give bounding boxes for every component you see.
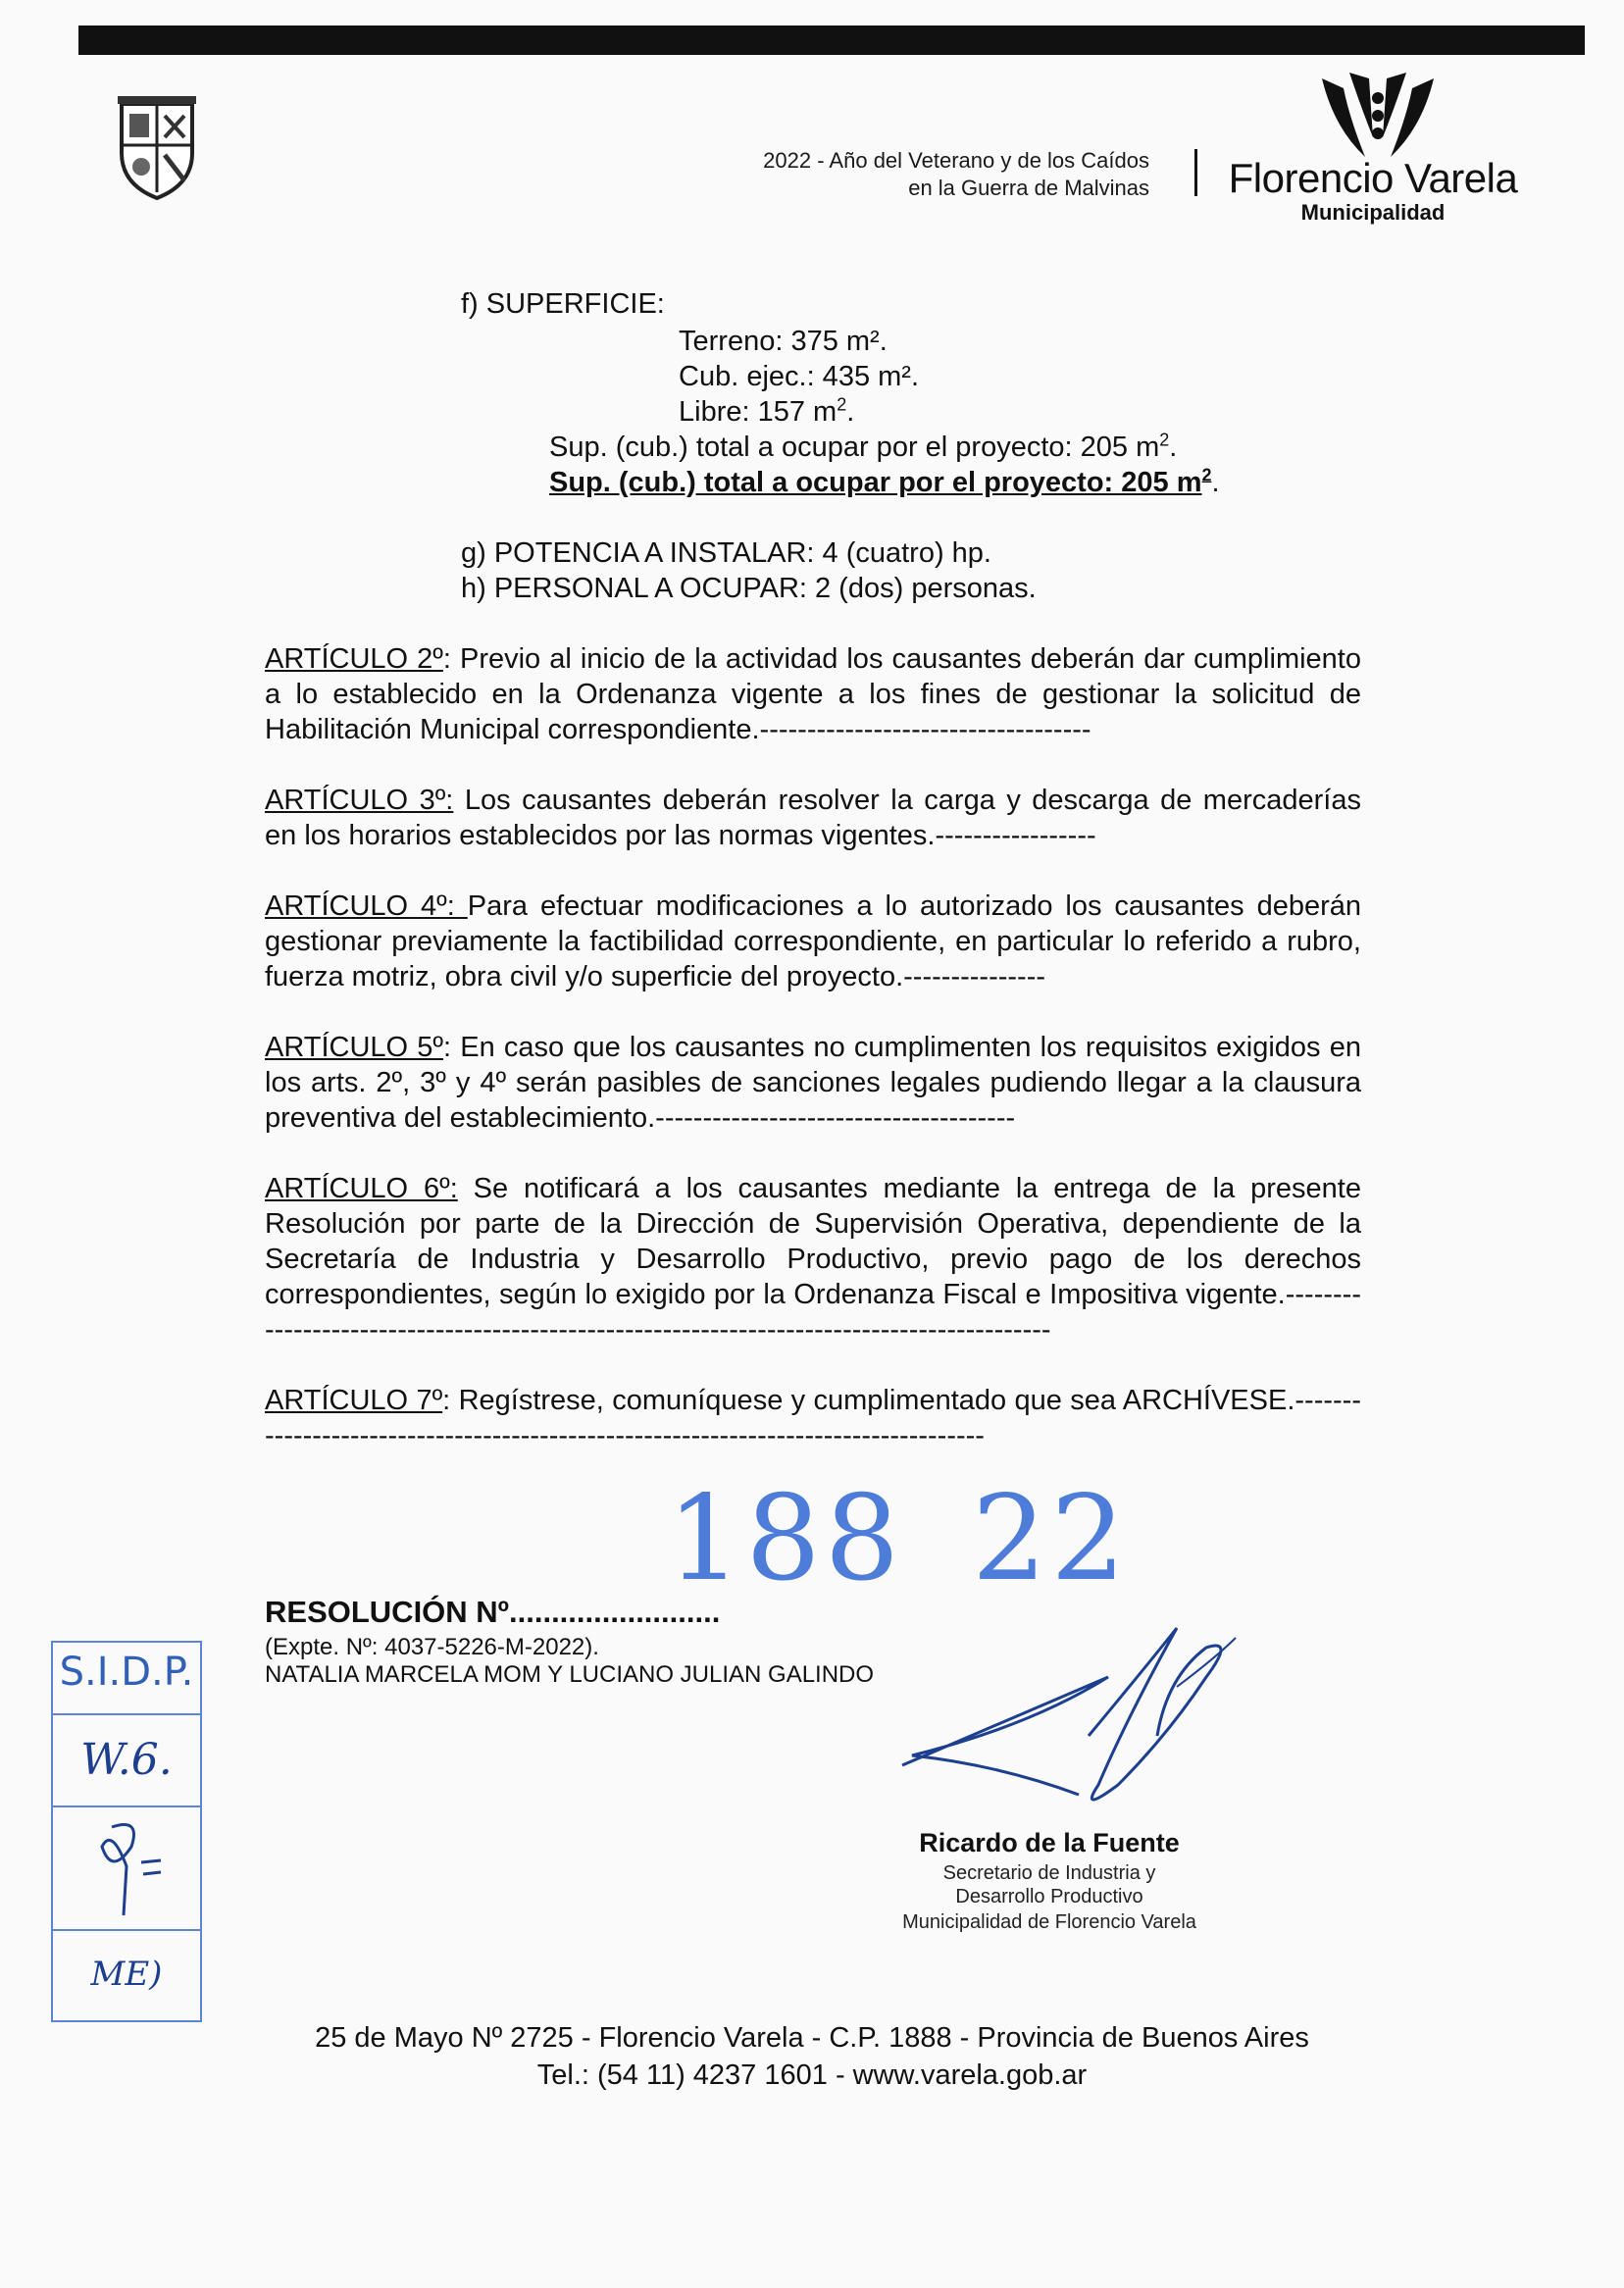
article-5-sep: : [443,1032,452,1063]
total-bold-sup: 2 [1201,465,1212,485]
personal-line: h) PERSONAL A OCUPAR: 2 (dos) personas. [461,573,1037,604]
article-7-sep: : [442,1385,451,1416]
signer-role-3: Municipalidad de Florencio Varela [902,1911,1196,1933]
article-7-title: ARTÍCULO 7º [265,1385,443,1416]
resolucion-label: RESOLUCIÓN Nº......................... [265,1595,721,1629]
stamp-number: 188 [667,1471,904,1607]
article-2 [265,641,1361,747]
superficie-cub-ejec: Cub. ejec.: 435 m². [679,361,919,392]
municipal-crest-icon [116,94,198,202]
superficie-libre [679,394,854,430]
handwritten-mark-icon [53,1807,200,1929]
signer-role-2: Desarrollo Productivo [955,1886,1143,1907]
total-end: . [1169,432,1178,463]
superficie-heading: f) SUPERFICIE: [461,288,665,320]
sidp-hand-initials: W.6. [53,1715,200,1807]
florencio-varela-logo-icon [1304,69,1451,167]
libre-text: Libre: 157 m [679,396,837,428]
total-sup: 2 [1159,430,1170,450]
resolution-number-stamp [667,1471,1198,1607]
superficie-terreno: Terreno: 375 m². [679,326,888,357]
superficie-total-bold [549,465,1220,500]
total-bold-end: . [1211,467,1220,498]
header-divider [1194,149,1197,196]
article-4-body: Para efectuar modificaciones a lo autorizado los causantes deberán gestionar previamente la factibilidad correspondiente, en particular lo referido a rubro, fuerza motriz, obra civil y/o superficie del proyecto.--------------- [265,890,1362,992]
article-7-body: Regístrese, comuníquese y cumplimentado que sea ARCHÍVESE.----------------------------------------------------------------------------------- [265,1385,1361,1451]
signer-role-1: Secretario de Industria y [942,1862,1156,1884]
scan-top-bar [78,25,1585,55]
article-2-title: ARTÍCULO 2º [265,643,443,675]
total-bold-text: Sup. (cub.) total a ocupar por el proyecto: 205 m [549,467,1202,498]
article-6-body: Se notificará a los causantes mediante la entrega de la presente Resolución por parte de la Dirección de Supervisión Operativa, dependiente de la Secretaría de Industria y Desarrollo Productivo, previo pago de los derechos correspondientes, según lo exigido por la Ordenanza Fiscal e Impositiva vigente.------------------------------------------------------------------------------------------- [265,1173,1361,1346]
expediente-line: (Expte. Nº: 4037-5226-M-2022). [265,1634,599,1660]
potencia-line: g) POTENCIA A INSTALAR: 4 (cuatro) hp. [461,537,991,569]
signer-name: Ricardo de la Fuente [919,1828,1180,1857]
causantes-names: NATALIA MARCELA MOM Y LUCIANO JULIAN GALINDO [265,1661,875,1688]
article-2-sep: : [442,643,451,675]
article-3-body: Los causantes deberán resolver la carga y descarga de mercaderías en los horarios establecidos por las normas vigentes.----------------- [265,785,1361,851]
footer-contact: Tel.: (54 11) 4237 1601 - www.varela.gob.ar [536,2059,1088,2091]
stamp-year: 22 [972,1471,1130,1607]
header-motto [608,147,1149,202]
article-3-title: ARTÍCULO 3º: [265,785,454,816]
article-4-title: ARTÍCULO 4º: [265,890,468,922]
article-7 [265,1383,1361,1453]
sidp-title: S.I.D.P. [53,1643,200,1715]
sidp-hand-note: ME) [90,1955,163,1994]
article-4 [265,889,1361,994]
article-5 [265,1030,1361,1136]
sidp-hand-mark [53,1807,200,1931]
libre-sup: 2 [837,394,847,415]
article-5-body: En caso que los causantes no cumplimenten los requisitos exigidos en los arts. 2º, 3º y 4º serán pasibles de sanciones legales pudiendo llegar a la clausura preventiva del establecimiento.-------------------------------------- [265,1032,1361,1134]
motto-line-2: en la Guerra de Malvinas [908,176,1149,200]
signature-icon [883,1618,1255,1824]
footer-address: 25 de Mayo Nº 2725 - Florencio Varela - C.P. 1888 - Provincia de Buenos Aires [315,2022,1309,2054]
article-6-title: ARTÍCULO 6º: [265,1173,458,1204]
article-2-body: Previo al inicio de la actividad los causantes deberán dar cumplimiento a lo establecido en la Ordenanza vigente a los fines de gestionar la solicitud de Habilitación Municipal correspondiente.----------------------------------- [265,643,1361,745]
total-text: Sup. (cub.) total a ocupar por el proyecto: 205 m [549,432,1160,463]
libre-end: . [846,396,855,428]
article-6 [265,1171,1361,1347]
article-5-title: ARTÍCULO 5º [265,1032,443,1063]
motto-line-1: 2022 - Año del Veterano y de los Caídos [763,148,1149,173]
superficie-total [549,430,1177,465]
logo-name: Florencio Varela [1228,155,1518,201]
article-3 [265,783,1361,853]
logo-subtitle: Municipalidad [1300,200,1446,225]
sidp-stamp [51,1641,202,2022]
